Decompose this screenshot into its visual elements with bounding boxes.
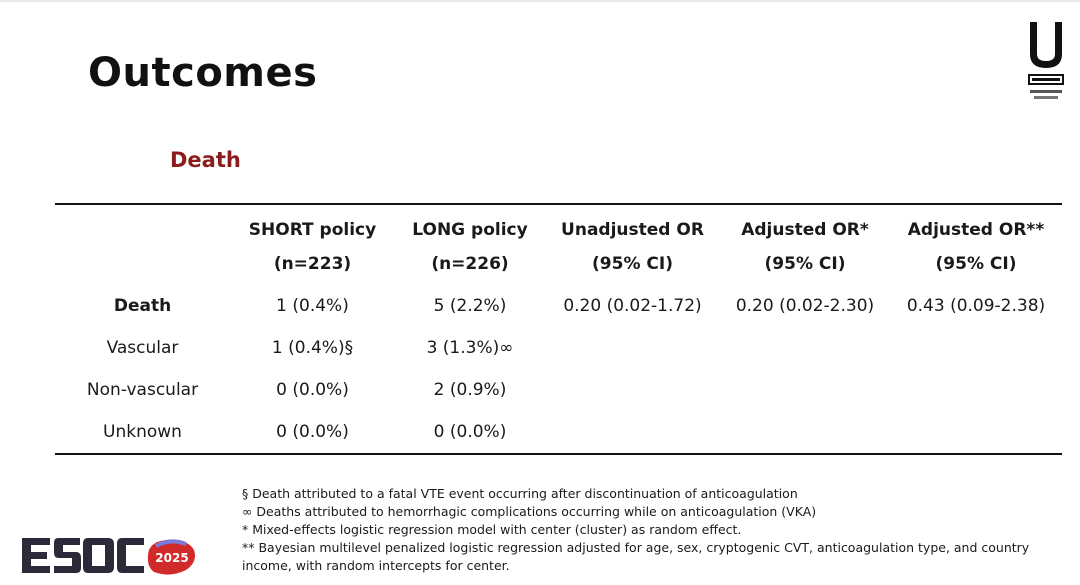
table-row — [55, 327, 1062, 369]
subheader-adjusted-bayesian-ci: (95% CI) — [935, 254, 1017, 274]
cell-long: 3 (1.3%)∞ — [426, 338, 514, 358]
header-empty — [55, 204, 230, 247]
footnotes — [242, 485, 1062, 575]
header-unadjusted-or: Unadjusted OR — [561, 220, 704, 240]
subheader-short-n: (n=223) — [273, 254, 352, 274]
cell-adjusted-bayesian — [890, 369, 1062, 411]
cell-unadjusted — [545, 411, 720, 454]
footnote-infinity: ∞ Deaths attributed to hemorrhagic complications occurring while on anticoagulation (VKA) — [242, 504, 817, 519]
cell-adjusted-bayesian — [890, 411, 1062, 454]
row-label: Vascular — [106, 338, 179, 358]
cell-adjusted-bayesian — [890, 327, 1062, 369]
cell-long: 0 (0.0%) — [433, 422, 507, 442]
table-row — [55, 411, 1062, 454]
university-lisboa-logo — [1018, 16, 1074, 106]
outcomes-table — [55, 203, 1062, 455]
svg-text:2025: 2025 — [155, 551, 189, 565]
subheader-unadjusted-ci: (95% CI) — [592, 254, 673, 274]
table-subheader-row — [55, 247, 1062, 281]
header-long-policy: LONG policy — [412, 220, 528, 240]
header-adjusted-or: Adjusted OR* — [741, 220, 869, 240]
slide-title: Outcomes — [88, 50, 318, 96]
header-short-policy: SHORT policy — [248, 220, 377, 240]
cell-adjusted — [720, 369, 890, 411]
subheader-long-n: (n=226) — [431, 254, 509, 274]
esoc-logo — [20, 530, 200, 580]
cell-short: 1 (0.4%) — [276, 296, 349, 316]
table-row — [55, 281, 1062, 327]
cell-adjusted-bayesian: 0.43 (0.09-2.38) — [906, 296, 1046, 316]
table-row — [55, 369, 1062, 411]
footnote-double-asterisk: ** Bayesian multilevel penalized logistic regression adjusted for age, sex, cryptogenic CVT, anticoagulation type, and country income, with random intercepts for center. — [242, 540, 1030, 573]
row-label: Unknown — [103, 422, 182, 442]
section-subtitle: Death — [170, 148, 241, 172]
header-adjusted-or-bayesian: Adjusted OR** — [907, 220, 1045, 240]
cell-adjusted: 0.20 (0.02-2.30) — [735, 296, 875, 316]
row-label: Death — [113, 296, 172, 316]
footnote-section-sign: § Death attributed to a fatal VTE event occurring after discontinuation of anticoagulation — [242, 486, 798, 501]
cell-unadjusted — [545, 327, 720, 369]
cell-long: 2 (0.9%) — [433, 380, 507, 400]
table-header-row — [55, 204, 1062, 247]
cell-adjusted — [720, 411, 890, 454]
cell-short: 1 (0.4%)§ — [271, 338, 354, 358]
cell-adjusted — [720, 327, 890, 369]
cell-short: 0 (0.0%) — [276, 380, 349, 400]
cell-unadjusted: 0.20 (0.02-1.72) — [563, 296, 702, 316]
top-divider — [0, 0, 1080, 2]
cell-unadjusted — [545, 369, 720, 411]
subheader-empty — [55, 247, 230, 281]
cell-long: 5 (2.2%) — [433, 296, 507, 316]
cell-short: 0 (0.0%) — [276, 422, 349, 442]
subheader-adjusted-ci: (95% CI) — [764, 254, 846, 274]
footnote-single-asterisk: * Mixed-effects logistic regression model with center (cluster) as random effect. — [242, 522, 742, 537]
row-label: Non-vascular — [86, 380, 199, 400]
